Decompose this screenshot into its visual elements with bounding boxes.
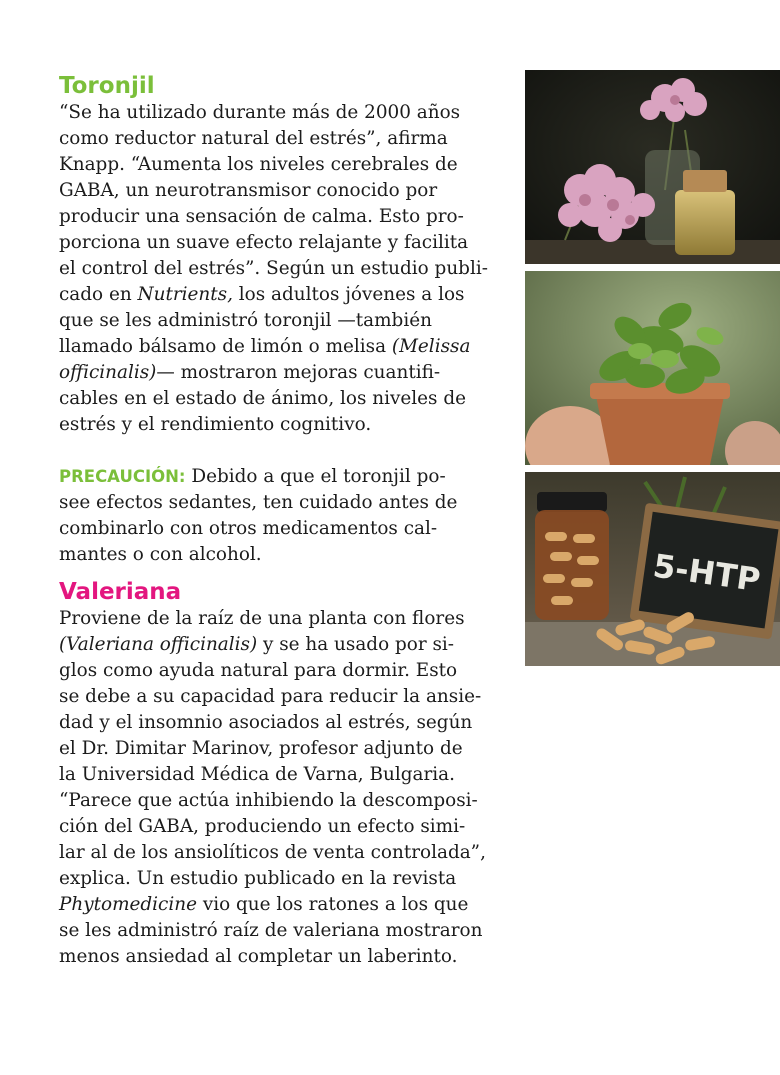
text-line: Knapp. “Aumenta los niveles cerebrales de [59,154,458,175]
text-line: menos ansiedad al completar un laberinto. [59,946,458,967]
text-line: estrés y el rendimiento cognitivo. [59,414,372,435]
text-line: llamado bálsamo de limón o melisa [59,336,392,357]
text-line: cado en [59,284,138,305]
text-line: se debe a su capacidad para reducir la ansie- [59,686,482,707]
photo-5htp-capsules [525,472,780,666]
journal-name: Nutrients, [137,284,233,305]
text-line: los adultos jóvenes a los [232,284,465,305]
text-line: “Parece que actúa inhibiendo la descomposi- [59,790,478,811]
text-line: — mostraron mejoras cuantifi- [156,362,441,383]
text-line: porciona un suave efecto relajante y facilita [59,232,469,253]
text-line: mantes o con alcohol. [59,544,262,565]
scientific-name: (Valeriana officinalis) [59,634,258,655]
text-line: GABA, un neurotransmisor conocido por [59,180,438,201]
text-line: que se les administró toronjil —también [59,310,432,331]
text-line: see efectos sedantes, ten cuidado antes de [59,492,458,513]
text-line: cables en el estado de ánimo, los niveles de [59,388,466,409]
photo-valerian-flowers-oil [525,70,780,264]
text-line: la Universidad Médica de Varna, Bulgaria. [59,764,455,785]
heading-toronjil: Toronjil [59,73,155,99]
text-line: Proviene de la raíz de una planta con flores [59,608,465,629]
text-line: Debido a que el toronjil po- [185,466,446,487]
caution-paragraph [59,464,499,568]
text-line: se les administró raíz de valeriana mostraron [59,920,483,941]
text-line: el control del estrés”. Según un estudio publi- [59,258,488,279]
caution-label: PRECAUCIÓN: [59,467,186,486]
text-line: explica. Un estudio publicado en la revista [59,868,457,889]
heading-valeriana: Valeriana [59,579,182,605]
scientific-name: officinalis) [59,362,157,383]
toronjil-paragraph [59,100,499,438]
text-line: dad y el insomnio asociados al estrés, según [59,712,473,733]
scientific-name: (Melissa [391,336,471,357]
valeriana-paragraph [59,606,499,970]
journal-name: Phytomedicine [59,894,197,915]
text-line: combinarlo con otros medicamentos cal- [59,518,438,539]
text-line: glos como ayuda natural para dormir. Esto [59,660,458,681]
text-line: ción del GABA, produciendo un efecto simi- [59,816,466,837]
text-line: “Se ha utilizado durante más de 2000 años [59,102,461,123]
article-column [59,72,499,970]
text-line: vio que los ratones a los que [196,894,469,915]
text-line: el Dr. Dimitar Marinov, profesor adjunto de [59,738,463,759]
text-line: y se ha usado por si- [257,634,454,655]
text-line: producir una sensación de calma. Esto pro- [59,206,464,227]
text-line: como reductor natural del estrés”, afirma [59,128,448,149]
chalkboard-text: 5-HTP [650,546,763,600]
text-line: lar al de los ansiolíticos de venta controlada”, [59,842,486,863]
photo-lemon-balm-pot [525,271,780,465]
